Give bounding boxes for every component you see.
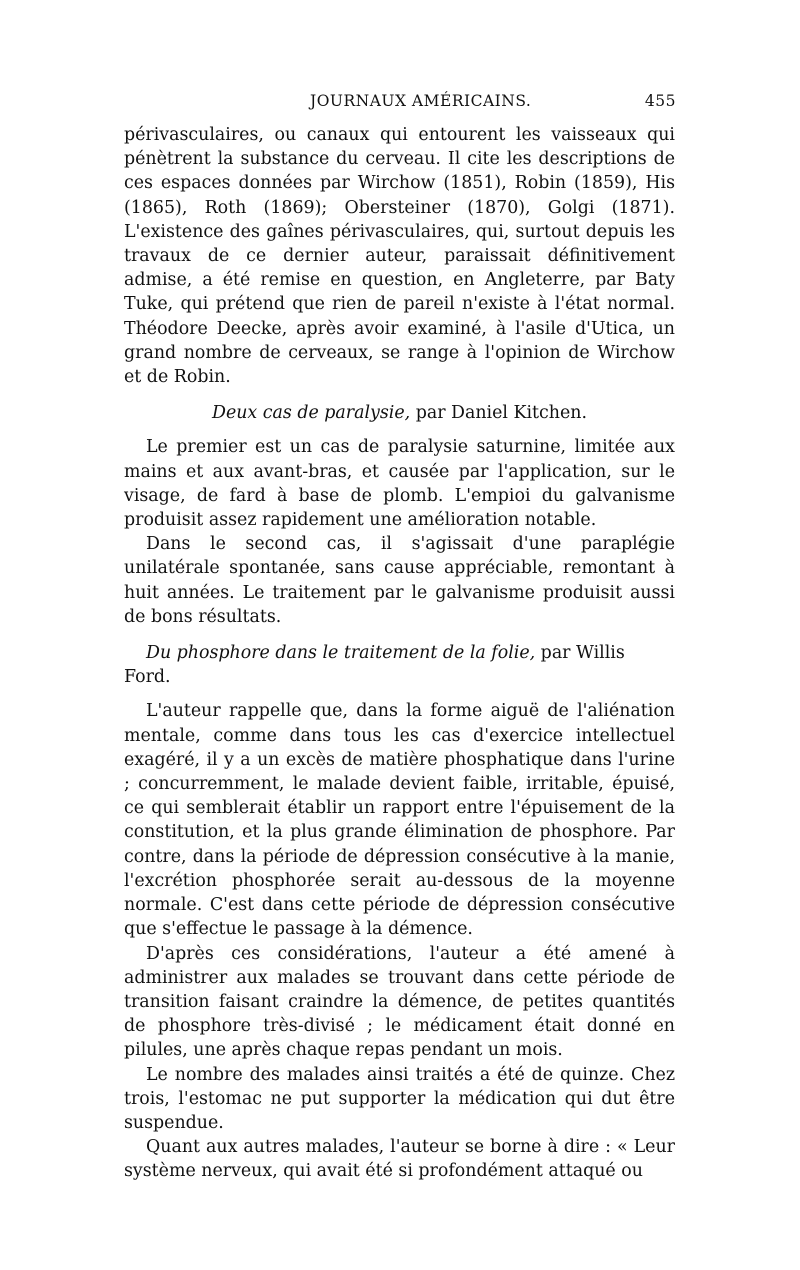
paragraph-first-case: Le premier est un cas de paralysie saturnine, limitée aux mains et aux avant-bras, et causée par l'application, sur le visage, de fard à base de plomb. L'empioi du galvanisme produisit assez rapidement une amélioration notable. (124, 437, 675, 531)
paragraph-other-patients: Quant aux autres malades, l'auteur se borne à dire : « Leur système nerveux, qui avait été si profondément attaqué ou (124, 1137, 675, 1182)
paragraph-author-recalls: L'auteur rappelle que, dans la forme aiguë de l'aliénation mentale, comme dans tous les cas d'exercice intellectuel exagéré, il y a un excès de matière phosphatique dans l'urine ; concurremment, le malade devient faible, irritable, épuisé, ce qui semblerait établir un rapport entre l'épuisement de la constitution, et la plus grande élimination de phosphore. Par contre, dans la période de dépression consécutive à la manie, l'excrétion phosphorée serait au-dessous de la moyenne normale. C'est dans cette période de dépression consécutive que s'effectue le passage à la démence. (124, 701, 675, 940)
running-title: JOURNAUX AMÉRICAINS. (310, 92, 532, 110)
paragraph-second-case: Dans le second cas, il s'agissait d'une paraplégie unilatérale spontanée, sans cause appréciable, remontant à huit années. Le traitement par le galvanisme produisit aussi de bons résultats. (124, 534, 675, 627)
page-number: 455 (644, 92, 676, 110)
section-title-ford-author: par Willis Ford. (124, 643, 625, 688)
paragraph-number-treated: Le nombre des malades ainsi traités a été de quinze. Chez trois, l'estomac ne put supporter la médication qui dut être suspendue. (124, 1064, 675, 1133)
section-title-kitchen (124, 401, 675, 425)
page-header (124, 92, 678, 116)
page-body (124, 123, 675, 1184)
paragraph-continued: périvasculaires, ou canaux qui entourent les vaisseaux qui pénètrent la substance du cerveau. Il cite les descriptions de ces espaces données par Wirchow (1851), Robin (1859), His (1865), Roth (1869); Obersteiner (1870), Golgi (1871). L'existence des gaînes périvasculaires, qui, surtout depuis les travaux de ce dernier auteur, paraissait définitivement admise, a été remise en question, en Angleterre, par Baty Tuke, qui prétend que rien de pareil n'existe à l'état normal. Théodore Deecke, après avoir examiné, à l'asile d'Utica, un grand nombre de cerveaux, se range à l'opinion de Wirchow et de Robin. (124, 125, 675, 388)
section-title-kitchen-italic: Deux cas de paralysie, (212, 403, 411, 424)
section-title-kitchen-author: par Daniel Kitchen. (410, 403, 587, 424)
paragraph-considerations: D'après ces considérations, l'auteur a été amené à administrer aux malades se trouvant dans cette période de transition faisant craindre la démence, de petites quantités de phosphore très-divisé ; le médicament était donné en pilules, une après chaque repas pendant un mois. (124, 943, 675, 1061)
section-title-ford (124, 641, 675, 689)
section-title-ford-italic: Du phosphore dans le traitement de la folie, (146, 643, 536, 664)
